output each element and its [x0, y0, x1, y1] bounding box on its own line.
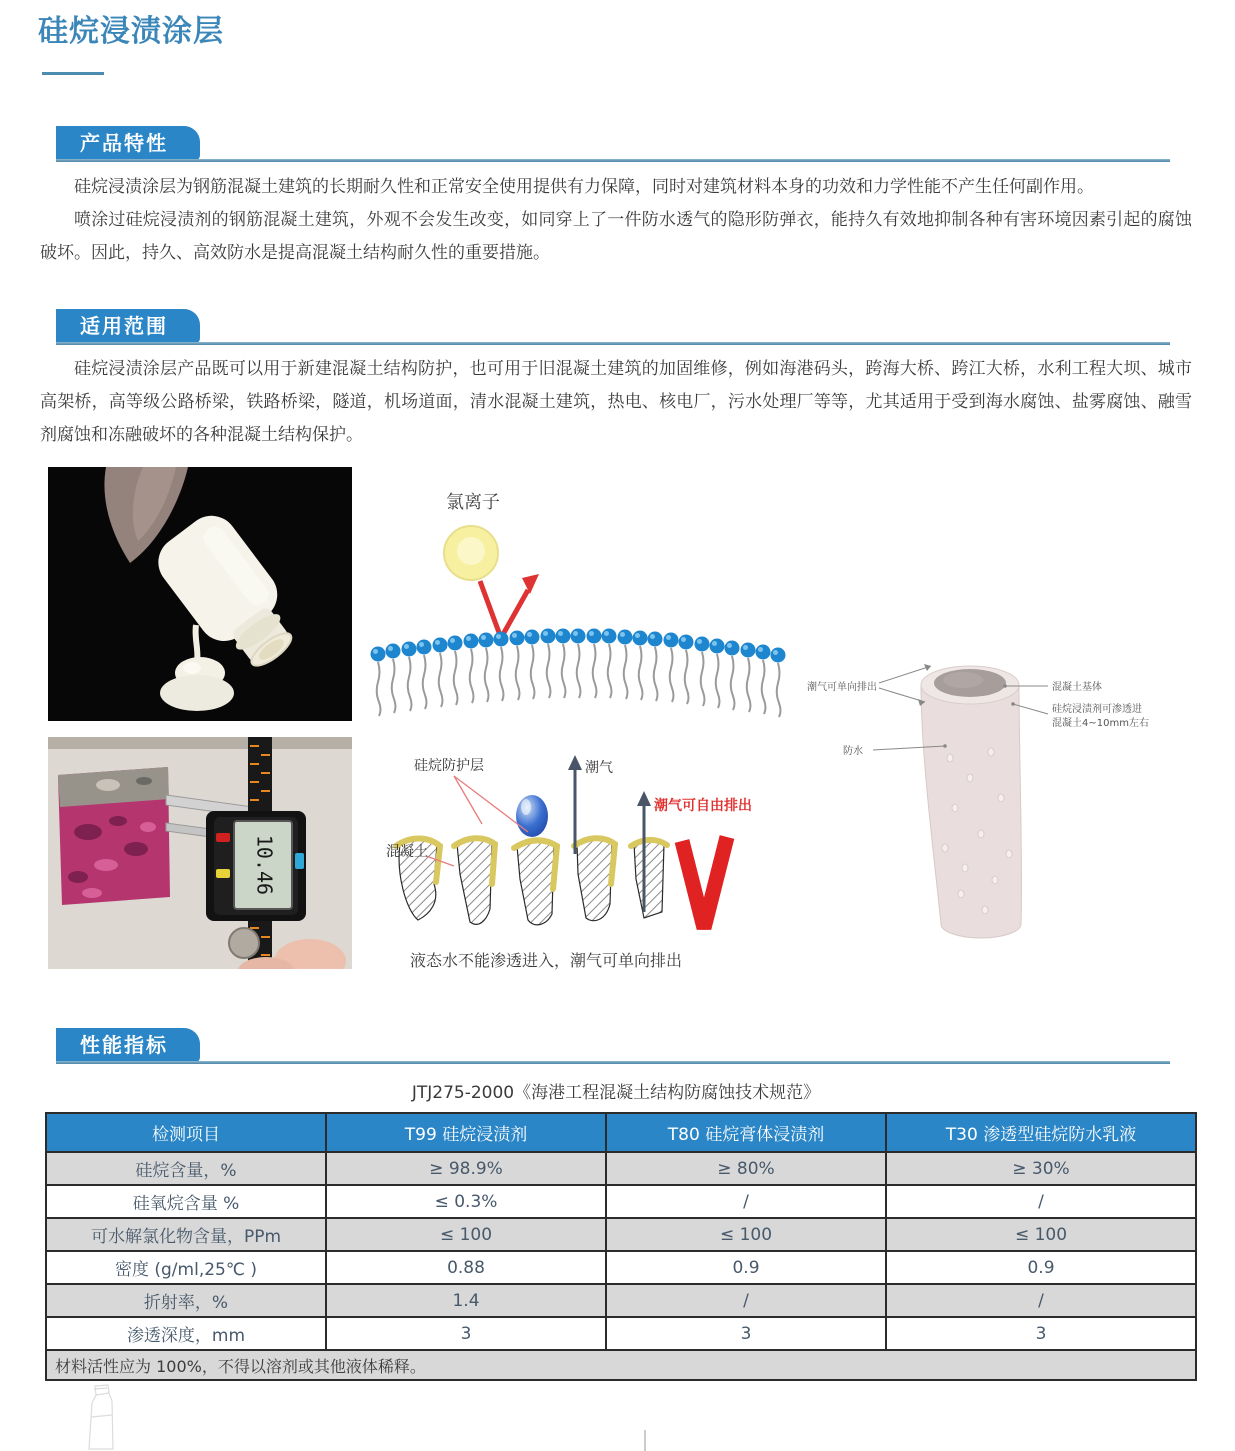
table-row: [46, 1284, 1196, 1317]
table-row: [46, 1152, 1196, 1185]
page-title: 硅烷浸渍涂层: [38, 14, 224, 49]
watermark-bottle-sketch: [82, 1383, 122, 1451]
cylinder-diagram-graphic: [795, 628, 1210, 960]
row-label: 硅烷含量，%: [46, 1152, 326, 1185]
standard-caption: JTJ275-2000《海港工程混凝土结构防腐蚀技术规范》: [411, 1083, 821, 1103]
header-t30: T30 渗透型硅烷防水乳液: [886, 1113, 1196, 1152]
header-test-item: 检测项目: [46, 1113, 326, 1152]
row-label: 折射率，%: [46, 1284, 326, 1317]
pores-free-out-label: 潮气可自由排出: [654, 798, 752, 814]
table-cell: 1.4: [326, 1284, 606, 1317]
row-label: 可水解氯化物含量，PPm: [46, 1218, 326, 1251]
table-cell: ≥ 30%: [886, 1152, 1196, 1185]
caliper-photo-graphic: [48, 737, 352, 969]
pour-photo-graphic: [48, 467, 352, 721]
table-row: [46, 1317, 1196, 1350]
table-row: [46, 1218, 1196, 1251]
table-cell: /: [606, 1284, 886, 1317]
section-rule-performance: [56, 1061, 1170, 1064]
features-paragraphs: [40, 171, 1192, 270]
scope-paragraphs: [40, 353, 1192, 452]
table-cell: 0.88: [326, 1251, 606, 1284]
table-header-row: [46, 1113, 1196, 1152]
section-rule-features: [56, 159, 1170, 162]
table-footer-row: [46, 1350, 1196, 1380]
scope-paragraph-1: 硅烷浸渍涂层产品既可以用于新建混凝土结构防护，也可用于旧混凝土建筑的加固维修，例如海港码头，跨海大桥、跨江大桥，水利工程大坝、城市高架桥，高等级公路桥梁，铁路桥梁，隧道，机场道面，清水混凝土建筑，热电、核电厂，污水处理厂等等，尤其适用于受到海水腐蚀、盐雾腐蚀、融雪剂腐蚀和冻融破坏的各种混凝土结构保护。: [40, 359, 1192, 445]
watermark-line: [644, 1430, 646, 1451]
table-cell: 3: [606, 1317, 886, 1350]
table-cell: ≥ 80%: [606, 1152, 886, 1185]
chloride-diagram-graphic: [368, 478, 792, 722]
chloride-ion-label: 氯离子: [446, 492, 500, 513]
table-cell: ≤ 100: [886, 1218, 1196, 1251]
section-tab-features: 产品特性: [56, 126, 200, 161]
features-paragraph-2: 喷涂过硅烷浸渍剂的钢筋混凝土建筑，外观不会发生改变，如同穿上了一件防水透气的隐形防弹衣，能持久有效地抑制各种有害环境因素引起的腐蚀破坏。因此，持久、高效防水是提高混凝土结构耐久性的重要措施。: [40, 210, 1192, 263]
pores-moisture-label: 潮气: [585, 760, 613, 776]
spec-table: [45, 1112, 1197, 1381]
pore-diagram-graphic: [382, 744, 786, 982]
section-rule-scope: [56, 342, 1170, 345]
fig-caliper-photo: [48, 737, 352, 969]
cylinder-matrix-label: 混凝土基体: [1052, 682, 1102, 693]
row-label: 硅氧烷含量 %: [46, 1185, 326, 1218]
pores-caption: 液态水不能渗透进入，潮气可单向排出: [410, 951, 683, 970]
header-t99: T99 硅烷浸渍剂: [326, 1113, 606, 1152]
table-footer-note: 材料活性应为 100%，不得以溶剂或其他液体稀释。: [46, 1350, 1196, 1380]
section-tab-performance: 性能指标: [56, 1028, 200, 1063]
fig-pore-diagram: [382, 744, 786, 982]
cylinder-waterproof-label: 防水: [843, 746, 863, 757]
table-cell: 3: [886, 1317, 1196, 1350]
table-cell: ≥ 98.9%: [326, 1152, 606, 1185]
table-cell: 0.9: [886, 1251, 1196, 1284]
table-cell: /: [606, 1185, 886, 1218]
pores-layer-label: 硅烷防护层: [414, 758, 484, 774]
table-cell: ≤ 100: [606, 1218, 886, 1251]
cylinder-penetrate-label-1: 硅烷浸渍剂可渗透进: [1052, 704, 1142, 715]
table-cell: 0.9: [606, 1251, 886, 1284]
header-t80: T80 硅烷膏体浸渍剂: [606, 1113, 886, 1152]
section-tab-scope: 适用范围: [56, 309, 200, 344]
title-underline: [42, 72, 104, 75]
table-cell: 3: [326, 1317, 606, 1350]
caliper-display-value: 10.46: [252, 834, 277, 896]
table-cell: ≤ 100: [326, 1218, 606, 1251]
table-cell: /: [886, 1284, 1196, 1317]
row-label: 渗透深度，mm: [46, 1317, 326, 1350]
cylinder-moisture-label: 潮气可单向排出: [807, 682, 877, 693]
row-label: 密度 (g/ml,25℃ ): [46, 1251, 326, 1284]
fig-cylinder-diagram: [795, 628, 1210, 960]
table-cell: ≤ 0.3%: [326, 1185, 606, 1218]
fig-pour-photo: [48, 467, 352, 721]
table-row: [46, 1251, 1196, 1284]
pores-concrete-label: 混凝土: [386, 844, 428, 860]
table-cell: /: [886, 1185, 1196, 1218]
features-paragraph-1: 硅烷浸渍涂层为钢筋混凝土建筑的长期耐久性和正常安全使用提供有力保障，同时对建筑材料本身的功效和力学性能不产生任何副作用。: [74, 177, 1094, 197]
cylinder-penetrate-label-2: 混凝土4~10mm左右: [1052, 718, 1149, 729]
table-row: [46, 1185, 1196, 1218]
fig-chloride-diagram: [368, 478, 792, 722]
